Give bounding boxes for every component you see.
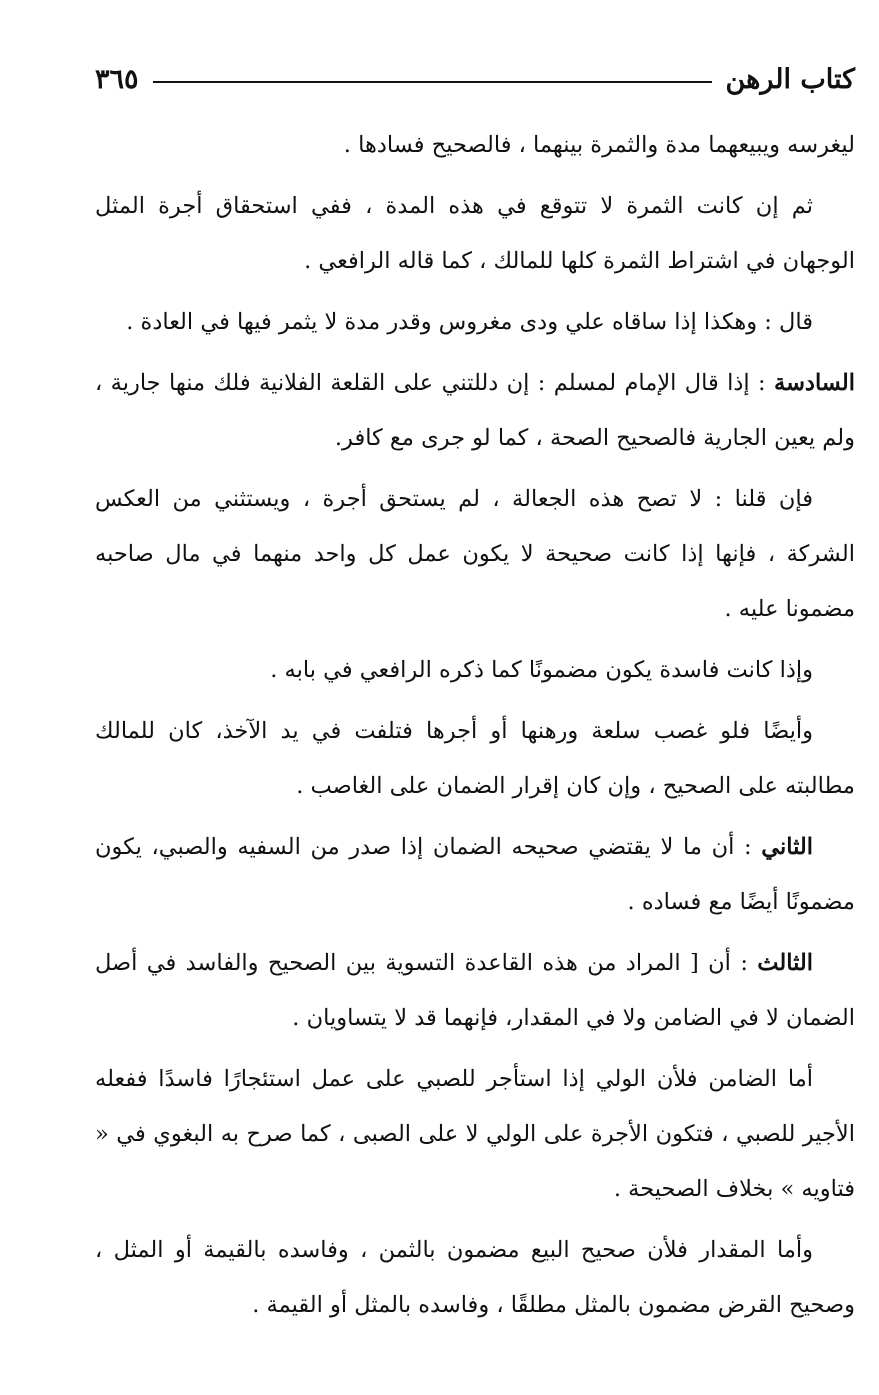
paragraph bbox=[95, 356, 855, 466]
paragraph-text: وإذا كانت فاسدة يكون مضمونًا كما ذكره الرافعي في بابه . bbox=[270, 657, 813, 683]
paragraph bbox=[95, 643, 855, 698]
chapter-title: كتاب الرهن bbox=[725, 63, 855, 95]
paragraph-text: ليغرسه ويبيعهما مدة والثمرة بينهما ، فالصحيح فسادها . bbox=[343, 132, 855, 158]
paragraph bbox=[95, 704, 855, 814]
page-number: ٣٦٥ bbox=[95, 63, 139, 95]
paragraph bbox=[95, 118, 855, 173]
paragraph-text: : أن [ المراد من هذه القاعدة التسوية بين الصحيح والفاسد في أصل الضمان لا في الضامن ولا في المقدار، فإنهما قد لا يتساويان . bbox=[95, 950, 855, 1031]
paragraph bbox=[95, 1223, 855, 1333]
paragraph-text: فإن قلنا : لا تصح هذه الجعالة ، لم يستحق أجرة ، ويستثني من العكس الشركة ، فإنها إذا كانت صحيحة لا يكون عمل كل واحد منهما في مال صاحبه مضمونا عليه . bbox=[95, 486, 855, 622]
paragraph-text: ثم إن كانت الثمرة لا تتوقع في هذه المدة ، ففي استحقاق أجرة المثل الوجهان في اشتراط الثمرة كلها للمالك ، كما قاله الرافعي . bbox=[95, 193, 855, 274]
page-body bbox=[95, 118, 855, 1339]
paragraph bbox=[95, 936, 855, 1046]
paragraph-text: وأيضًا فلو غصب سلعة ورهنها أو أجرها فتلفت في يد الآخذ، كان للمالك مطالبته على الصحيح ، وإن كان إقرار الضمان على الغاصب . bbox=[95, 718, 855, 799]
header-rule bbox=[153, 81, 712, 83]
paragraph-lead: الثالث bbox=[757, 950, 813, 976]
paragraph bbox=[95, 472, 855, 637]
page-header bbox=[95, 56, 855, 102]
paragraph bbox=[95, 295, 855, 350]
paragraph-text: : إذا قال الإمام لمسلم : إن دللتني على القلعة الفلانية فلك منها جارية ، ولم يعين الجارية فالصحيح الصحة ، كما لو جرى مع كافر. bbox=[95, 370, 855, 451]
paragraph-text: وأما المقدار فلأن صحيح البيع مضمون بالثمن ، وفاسده بالقيمة أو المثل ، وصحيح القرض مضمون بالمثل مطلقًا ، وفاسده بالمثل أو القيمة . bbox=[95, 1237, 855, 1318]
paragraph-text: : أن ما لا يقتضي صحيحه الضمان إذا صدر من السفيه والصبي، يكون مضمونًا أيضًا مع فساده . bbox=[95, 834, 855, 915]
paragraph-lead: الثاني bbox=[761, 834, 813, 860]
paragraph-text: أما الضامن فلأن الولي إذا استأجر للصبي على عمل استئجارًا فاسدًا ففعله الأجير للصبي ، فتكون الأجرة على الولي لا على الصبى ، كما صرح به البغوي في « فتاويه » بخلاف الصحيحة . bbox=[95, 1066, 855, 1202]
paragraph-lead: السادسة bbox=[774, 370, 855, 396]
paragraph bbox=[95, 820, 855, 930]
paragraph bbox=[95, 1052, 855, 1217]
paragraph bbox=[95, 179, 855, 289]
paragraph-text: قال : وهكذا إذا ساقاه علي ودى مغروس وقدر مدة لا يثمر فيها في العادة . bbox=[126, 309, 813, 335]
